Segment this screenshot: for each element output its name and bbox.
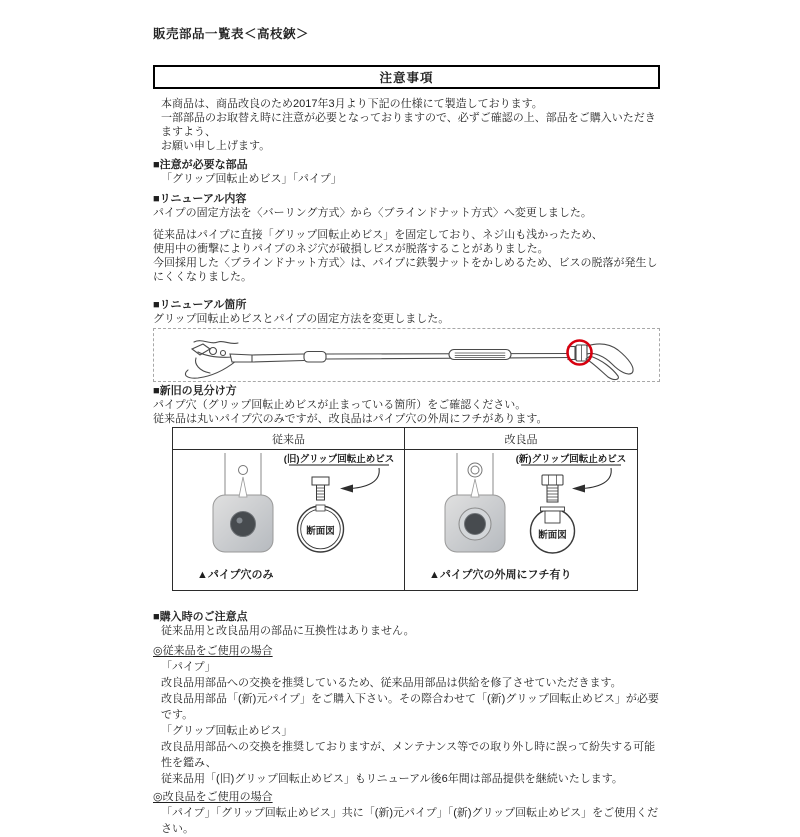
cross-section-label: 断面図	[538, 530, 567, 541]
section-body: 今回採用した〈ブラインドナット方式〉は、パイプに鉄製ナットをかしめるため、ビスの脱落が発生しにくくなりました。	[153, 257, 658, 283]
intro-line: お願い申し上げます。	[161, 140, 271, 152]
rope-line	[194, 341, 238, 344]
section-renewal-location	[153, 298, 660, 326]
section-required-parts	[153, 158, 660, 186]
section-body: 従来品は丸いパイプ穴のみですが、改良品はパイプ穴の外周にフチがあります。	[153, 413, 548, 425]
pulley-icon	[210, 348, 217, 355]
cross-section-flange	[541, 507, 565, 511]
pipe-hole-icon	[471, 466, 479, 474]
old-product-header: 従来品	[173, 428, 405, 450]
notice-header-box	[153, 65, 660, 89]
new-screw-label: (新)グリップ回転止めビス	[515, 454, 627, 465]
old-screw-head	[312, 477, 329, 485]
cross-section-nut	[545, 511, 560, 523]
new-product-cell	[405, 450, 637, 590]
arrowhead-icon	[340, 485, 353, 493]
new-product-caption: ▲パイプ穴の外周にフチ有り	[429, 569, 572, 581]
new-bolt-shank	[547, 485, 558, 502]
section-old-product-use	[153, 643, 660, 723]
outer-pipe-top	[252, 354, 304, 355]
section-new-product-use	[153, 789, 660, 837]
section-body: 「グリップ回転止めビス」「パイプ」	[161, 173, 342, 185]
pruner-illustration	[154, 329, 659, 381]
new-use-body: 「パイプ」「グリップ回転止めビス」共に「(新)元パイプ」「(新)グリップ回転止めビス」をご使用ください。	[161, 807, 659, 835]
pointer-triangle-icon	[239, 477, 247, 497]
notice-header-label: 注意事項	[379, 71, 434, 85]
new-product-header: 改良品	[405, 428, 637, 450]
label-arrow-line	[583, 468, 611, 489]
section-body: 従来品はパイプに直接「グリップ回転止めビス」を固定しており、ネジ山も浅かったため、	[153, 229, 603, 241]
pipe-hole-rim-icon	[468, 463, 482, 477]
intro-paragraph	[153, 97, 660, 153]
old-use-heading: ◎従来品をご使用の場合	[153, 645, 273, 657]
section-heading: ■新旧の見分け方	[153, 385, 237, 397]
screw-part-note: 改良品用部品への交換を推奨しておりますが、メンテナンス等での取り外し時に誤って紛失する可能性を鑑み、	[161, 741, 656, 769]
hook-blade	[185, 361, 236, 378]
pointer-triangle-icon	[471, 479, 479, 497]
head-connector	[230, 354, 252, 362]
section-renewal-content	[153, 192, 660, 284]
old-screw-shank	[317, 485, 325, 500]
old-screw-label: (旧)グリップ回転止めビス	[283, 454, 395, 465]
outer-pipe-bottom	[252, 361, 304, 363]
section-heading: ■注意が必要な部品	[153, 159, 248, 171]
photo-hole-dark	[465, 514, 486, 535]
section-heading: ■購入時のご注意点	[153, 611, 248, 623]
section-screw-part	[153, 723, 660, 787]
old-product-diagram	[173, 450, 404, 564]
pipe-hole-icon	[239, 466, 248, 475]
section-identify	[153, 384, 660, 426]
new-bolt-head	[542, 475, 563, 485]
section-body: パイプの固定方法を〈バーリング方式〉から〈ブラインドナット方式〉へ変更しました。	[153, 207, 592, 219]
section-body: グリップ回転止めビスとパイプの固定方法を変更しました。	[153, 313, 450, 325]
cross-section-hole-notch	[316, 505, 325, 511]
old-product-caption: ▲パイプ穴のみ	[197, 569, 274, 581]
screw-part-label: 「グリップ回転止めビス」	[161, 725, 293, 737]
intro-line: 一部部品のお取替え時に注意が必要となっておりますので、必ずご確認の上、部品をご購入いただきますよう、	[161, 112, 656, 138]
section-purchase-notes	[153, 610, 660, 638]
new-use-heading: ◎改良品をご使用の場合	[153, 791, 273, 803]
label-arrow-line	[351, 468, 379, 489]
page-title: 販売部品一覧表＜高枝鋏＞	[153, 27, 310, 41]
cross-section-label: 断面図	[306, 526, 335, 537]
pole-bottom	[326, 358, 572, 360]
comparison-table	[172, 427, 638, 591]
section-body: 使用中の衝撃によりパイプのネジ穴が破損しビスが脱落することがありました。	[153, 243, 549, 255]
photo-hole-dark	[231, 512, 256, 537]
section-heading: ■リニューアル箇所	[153, 299, 247, 311]
grip-sleeve	[449, 350, 511, 360]
pipe-part-note: 改良品用部品「(新)元パイプ」をご購入下さい。その際合わせて「(新)グリップ回転止めビス」が必要です。	[161, 693, 659, 721]
section-body: 従来品用と改良品用の部品に互換性はありません。	[161, 625, 415, 637]
pruner-figure	[153, 328, 660, 382]
screw-part-note: 従来品用「(旧)グリップ回転止めビス」もリニューアル後6年間は部品提供を継続いたします。	[161, 773, 623, 785]
hook-blade-inner	[196, 358, 210, 373]
section-body: パイプ穴（グリップ回転止めビスが止まっている箇所）をご確認ください。	[153, 399, 527, 411]
pipe-joint-clamp	[304, 352, 326, 363]
photo-hole-highlight	[237, 518, 243, 524]
intro-line: 本商品は、商品改良のため2017年3月より下記の仕様にて製造しております。	[161, 98, 543, 110]
arrowhead-icon	[572, 485, 585, 493]
pipe-part-label: 「パイプ」	[161, 661, 216, 673]
new-product-diagram	[405, 450, 636, 564]
pipe-part-note: 改良品用部品への交換を推奨しているため、従来品用部品は供給を修了させていただきます。	[161, 677, 622, 689]
section-heading: ■リニューアル内容	[153, 193, 247, 205]
pulley-icon	[221, 351, 226, 356]
old-product-cell	[173, 450, 405, 590]
